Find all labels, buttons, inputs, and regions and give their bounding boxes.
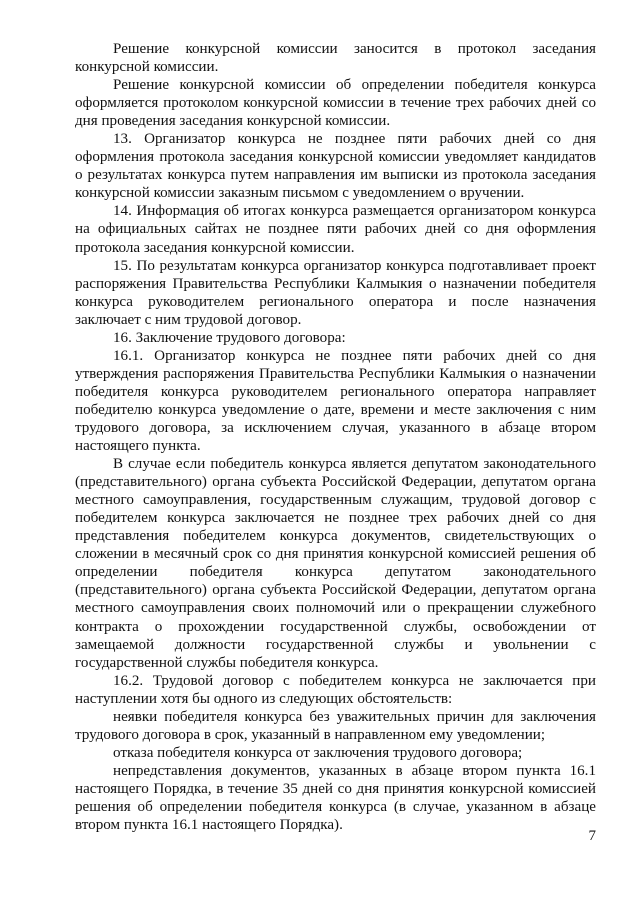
paragraph-item-15: 15. По результатам конкурса организатор конкурса подготавливает проект распоряжения Правительства Республики Калмыкия о назначении победителя конкурса руководителем регионального оператора и после назначения заключает с ним трудовой договор. xyxy=(75,257,596,328)
page-number: 7 xyxy=(588,828,596,844)
paragraph-item-14: 14. Информация об итогах конкурса размещается организатором конкурса на официальных сайтах не позднее пяти рабочих дней со дня оформления протокола заседания конкурсной комиссии. xyxy=(75,203,596,256)
paragraph-item-13: 13. Организатор конкурса не позднее пяти рабочих дней со дня оформления протокола заседания конкурсной комиссии уведомляет кандидатов о результатах конкурса путем направления им выписки из протокола заседания конкурсной комиссии заказным письмом с уведомлением о вручении. xyxy=(75,131,596,202)
paragraph-item-16: 16. Заключение трудового договора: xyxy=(113,329,346,346)
paragraph-commission-decision-record: Решение конкурсной комиссии заносится в протокол заседания конкурсной комиссии. xyxy=(75,41,596,76)
paragraph-item-16-1: 16.1. Организатор конкурса не позднее пяти рабочих дней со дня утверждения распоряжения Правительства Республики Калмыкия о назначении победителя конкурса руководителем регионального оператора направляет победителю конкурса уведомление о дате, времени и месте заключения с ним трудового договора, за исключением случая, указанного в абзаце втором настоящего пункта. xyxy=(75,347,596,455)
paragraph-no-show: неявки победителя конкурса без уважительных причин для заключения трудового договора в срок, указанный в направленном ему уведомлении; xyxy=(75,708,596,743)
paragraph-deputy-case: В случае если победитель конкурса является депутатом законодательного (представительного) органа субъекта Российской Федерации, депутатом органа местного самоуправления, государственным служащим, трудовой договор с победителем конкурса заключается не позднее трех рабочих дней со дня представления победителем конкурса документов, свидетельствующих о сложении в месячный срок со дня принятия конкурсной комиссией решения об определении победителя конкурса депутатом законодательного (представительного) органа субъекта Российской Федерации, депутатом органа местного самоуправления своих полномочий или о прекращении служебного контракта о прохождении государственной службы, освобождении от замещаемой должности государственной службы и увольнении с государственной службы победителя конкурса. xyxy=(75,456,596,671)
paragraph-item-16-2: 16.2. Трудовой договор с победителем конкурса не заключается при наступлении хотя бы одного из следующих обстоятельств: xyxy=(75,672,596,707)
body-text xyxy=(75,40,596,834)
paragraph-refusal: отказа победителя конкурса от заключения трудового договора; xyxy=(113,744,523,761)
paragraph-non-submission: непредставления документов, указанных в абзаце втором пункта 16.1 настоящего Порядка, в течение 35 дней со дня принятия конкурсной комиссией решения об определении победителя конкурса (в случае, указанном в абзаце втором пункта 16.1 настоящего Порядка). xyxy=(75,762,596,834)
paragraph-winner-protocol: Решение конкурсной комиссии об определении победителя конкурса оформляется протоколом конкурсной комиссии в течение трех рабочих дней со дня проведения заседания конкурсной комиссии. xyxy=(75,77,596,130)
